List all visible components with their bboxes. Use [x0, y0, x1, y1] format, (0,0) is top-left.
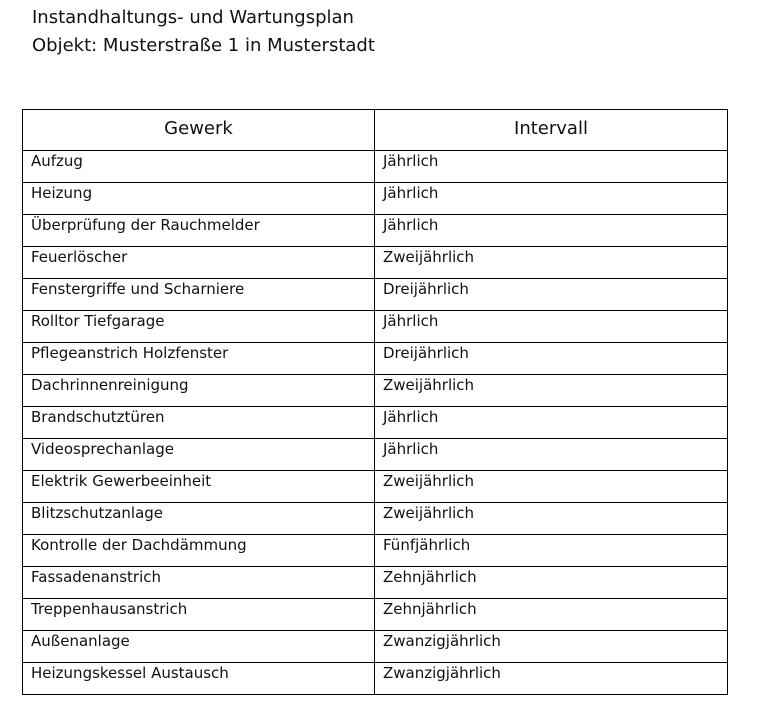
intervall-cell: Jährlich	[375, 439, 728, 471]
document-subtitle: Objekt: Musterstraße 1 in Musterstadt	[32, 35, 375, 56]
document-title: Instandhaltungs- und Wartungsplan	[32, 7, 354, 28]
intervall-cell: Zwanzigjährlich	[375, 663, 728, 695]
gewerk-cell: Videosprechanlage	[23, 439, 375, 471]
column-header-gewerk: Gewerk	[23, 110, 375, 151]
table-row	[23, 631, 728, 663]
gewerk-cell: Heizungskessel Austausch	[23, 663, 375, 695]
gewerk-cell: Feuerlöscher	[23, 247, 375, 279]
intervall-cell: Jährlich	[375, 311, 728, 343]
table-row	[23, 599, 728, 631]
gewerk-cell: Fenstergriffe und Scharniere	[23, 279, 375, 311]
table-row	[23, 663, 728, 695]
table-row	[23, 311, 728, 343]
gewerk-cell: Außenanlage	[23, 631, 375, 663]
intervall-cell: Zwanzigjährlich	[375, 631, 728, 663]
table-row	[23, 343, 728, 375]
intervall-cell: Dreijährlich	[375, 279, 728, 311]
gewerk-cell: Dachrinnenreinigung	[23, 375, 375, 407]
intervall-cell: Dreijährlich	[375, 343, 728, 375]
gewerk-cell: Heizung	[23, 183, 375, 215]
gewerk-cell: Brandschutztüren	[23, 407, 375, 439]
maintenance-table	[22, 109, 728, 695]
table-header-row	[23, 110, 728, 151]
table-row	[23, 375, 728, 407]
table-row	[23, 567, 728, 599]
intervall-cell: Fünfjährlich	[375, 535, 728, 567]
intervall-cell: Zweijährlich	[375, 503, 728, 535]
intervall-cell: Zweijährlich	[375, 471, 728, 503]
gewerk-cell: Pflegeanstrich Holzfenster	[23, 343, 375, 375]
table-row	[23, 503, 728, 535]
gewerk-cell: Treppenhausanstrich	[23, 599, 375, 631]
gewerk-cell: Fassadenanstrich	[23, 567, 375, 599]
gewerk-cell: Überprüfung der Rauchmelder	[23, 215, 375, 247]
intervall-cell: Jährlich	[375, 183, 728, 215]
column-header-intervall: Intervall	[375, 110, 728, 151]
gewerk-cell: Kontrolle der Dachdämmung	[23, 535, 375, 567]
intervall-cell: Jährlich	[375, 151, 728, 183]
table-row	[23, 439, 728, 471]
gewerk-cell: Aufzug	[23, 151, 375, 183]
intervall-cell: Jährlich	[375, 407, 728, 439]
table-row	[23, 279, 728, 311]
intervall-cell: Zehnjährlich	[375, 567, 728, 599]
intervall-cell: Zweijährlich	[375, 375, 728, 407]
gewerk-cell: Rolltor Tiefgarage	[23, 311, 375, 343]
intervall-cell: Jährlich	[375, 215, 728, 247]
intervall-cell: Zweijährlich	[375, 247, 728, 279]
table-row	[23, 215, 728, 247]
gewerk-cell: Elektrik Gewerbeeinheit	[23, 471, 375, 503]
gewerk-cell: Blitzschutzanlage	[23, 503, 375, 535]
table-row	[23, 151, 728, 183]
table-row	[23, 183, 728, 215]
table-row	[23, 407, 728, 439]
table-row	[23, 535, 728, 567]
table-row	[23, 247, 728, 279]
intervall-cell: Zehnjährlich	[375, 599, 728, 631]
table-row	[23, 471, 728, 503]
